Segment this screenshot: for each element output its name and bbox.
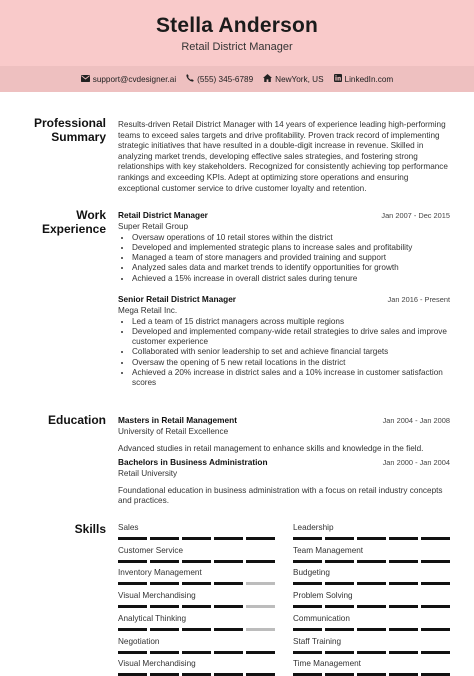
skill-level-segment	[214, 651, 243, 654]
skill-level-segment	[325, 605, 354, 608]
edu-dates: Jan 2004 - Jan 2008	[382, 416, 450, 425]
experience-item	[118, 294, 450, 389]
skill-item	[293, 568, 450, 585]
skill-level-segment	[357, 582, 386, 585]
job-bullet: • Achieved a 15% increase in overall district sales during tenure	[132, 274, 450, 284]
candidate-title: Retail District Manager	[181, 41, 293, 53]
skill-name: Negotiation	[118, 636, 160, 646]
skill-item	[118, 523, 275, 540]
job-bullet: • Managed a team of store managers and provided training and support	[132, 253, 450, 263]
skill-level-bar	[293, 651, 450, 654]
contact-email-text: support@cvdesigner.ai	[92, 74, 177, 84]
job-role: Retail District Manager	[118, 210, 208, 220]
linkedin-icon	[334, 74, 345, 84]
job-bullet: • Collaborated with senior leadership to set and achieve financial targets	[132, 347, 450, 357]
skill-name: Staff Training	[293, 636, 342, 646]
job-bullet: • Oversaw operations of 10 retail stores within the district	[132, 233, 450, 243]
skill-item	[293, 546, 450, 563]
contact-bar	[0, 66, 474, 92]
skill-name: Budgeting	[293, 568, 330, 578]
candidate-name: Stella Anderson	[155, 14, 319, 37]
resume-header	[0, 0, 474, 66]
skill-level-segment	[118, 582, 147, 585]
experience-item	[118, 210, 450, 284]
skill-level-segment	[357, 628, 386, 631]
skill-level-segment	[357, 560, 386, 563]
edu-school: Retail University	[118, 468, 178, 478]
skill-level-segment	[182, 560, 211, 563]
job-bullet: • Led a team of 15 district managers across multiple regions	[132, 317, 450, 327]
skill-level-segment	[150, 651, 179, 654]
contact-email[interactable]	[81, 75, 176, 84]
skill-item	[293, 659, 450, 676]
skill-level-segment	[118, 560, 147, 563]
summary-heading-line1: Professional	[33, 116, 106, 130]
contact-location-text: NewYork, US	[275, 74, 324, 84]
contact-location	[263, 74, 323, 84]
skill-level-segment	[325, 651, 354, 654]
skill-level-segment	[293, 537, 322, 540]
summary-text: Results-driven Retail District Manager with 14 years of experience leading high-performing teams to exceed sales targets and drive profitability. Proven track record of implementing strategic initiatives that have resulted in a double-digit increase in revenue. Skilled in analyzing market trends, developing effective sales strategies, and fostering strong relationships with key stakeholders. Recognized for consistently achieving top performance rankings and exceeding KPIs. Adept at optimizing store operations and ensuring exceptional customer service to drive customer loyalty and retention.	[118, 120, 448, 193]
job-role: Senior Retail District Manager	[118, 294, 237, 304]
skill-name: Visual Merchandising	[118, 659, 196, 669]
skill-level-segment	[246, 560, 275, 563]
edu-degree: Bachelors in Business Administration	[118, 457, 268, 467]
skill-level-segment	[421, 628, 450, 631]
skill-level-segment	[118, 651, 147, 654]
skill-item	[293, 523, 450, 540]
skill-level-segment	[246, 582, 275, 585]
skill-level-segment	[214, 537, 243, 540]
edu-description: Foundational education in business administration with a focus on retail industry concepts and practices.	[118, 485, 443, 506]
skill-level-segment	[357, 651, 386, 654]
home-icon	[263, 74, 275, 84]
skill-level-bar	[118, 605, 275, 608]
contact-linkedin-text: LinkedIn.com	[344, 74, 394, 84]
experience-heading	[42, 209, 106, 236]
skill-level-segment	[246, 537, 275, 540]
job-bullet: • Achieved a 20% increase in district sales and a 10% increase in customer satisfaction scores	[132, 368, 450, 389]
skill-level-segment	[118, 628, 147, 631]
edu-school: University of Retail Excellence	[118, 426, 229, 436]
skill-level-bar	[293, 605, 450, 608]
skill-level-segment	[421, 537, 450, 540]
skill-level-segment	[118, 605, 147, 608]
job-company: Mega Retail Inc.	[118, 305, 178, 315]
skill-level-segment	[421, 605, 450, 608]
skills-heading: Skills	[74, 522, 106, 536]
skill-level-segment	[214, 628, 243, 631]
skill-level-segment	[389, 628, 418, 631]
skill-item	[118, 546, 275, 563]
skill-item	[118, 614, 275, 631]
skill-name: Time Management	[293, 659, 361, 669]
skill-name: Customer Service	[118, 545, 184, 555]
skill-level-segment	[293, 605, 322, 608]
edu-description: Advanced studies in retail management to enhance skills and knowledge in the field.	[118, 443, 424, 453]
job-bullet: • Developed and implemented strategic plans to increase sales and profitability	[132, 243, 450, 253]
skill-level-segment	[325, 582, 354, 585]
job-bullets	[118, 233, 450, 284]
skill-level-segment	[293, 582, 322, 585]
skill-level-segment	[389, 651, 418, 654]
job-company: Super Retail Group	[118, 221, 189, 231]
job-bullet: • Developed and implemented company-wide retail strategies to drive sales and improve customer experience	[132, 327, 450, 348]
job-dates: Jan 2007 - Dec 2015	[381, 211, 450, 220]
skill-level-segment	[389, 605, 418, 608]
contact-phone[interactable]	[186, 74, 253, 84]
skill-level-bar	[293, 560, 450, 563]
skill-level-segment	[150, 605, 179, 608]
skill-level-segment	[357, 537, 386, 540]
edu-degree: Masters in Retail Management	[118, 415, 237, 425]
skill-name: Analytical Thinking	[118, 613, 187, 623]
skill-level-segment	[150, 628, 179, 631]
skill-level-segment	[357, 605, 386, 608]
summary-heading-line2: Summary	[51, 129, 106, 144]
skill-level-segment	[214, 605, 243, 608]
job-bullet: • Analyzed sales data and market trends to identify opportunities for growth	[132, 263, 450, 273]
skill-level-segment	[182, 605, 211, 608]
contact-linkedin[interactable]	[334, 74, 394, 84]
skill-item	[293, 637, 450, 654]
experience-heading-line2: Experience	[41, 221, 106, 236]
skill-level-bar	[293, 537, 450, 540]
skill-level-segment	[389, 537, 418, 540]
skill-name: Leadership	[293, 523, 334, 532]
job-bullet: • Oversaw the opening of 5 new retail locations in the district	[132, 358, 450, 368]
skill-level-segment	[118, 537, 147, 540]
skill-level-bar	[118, 628, 275, 631]
experience-heading-line1: Work	[76, 208, 106, 222]
skill-item	[118, 637, 275, 654]
skill-name: Visual Merchandising	[118, 591, 196, 601]
skill-name: Team Management	[293, 545, 364, 555]
skill-level-bar	[293, 582, 450, 585]
job-bullets	[118, 317, 450, 389]
skill-level-segment	[325, 537, 354, 540]
skill-level-segment	[246, 651, 275, 654]
skill-level-segment	[325, 560, 354, 563]
skill-item	[118, 568, 275, 585]
skill-level-bar	[118, 651, 275, 654]
skill-level-segment	[325, 628, 354, 631]
skill-level-segment	[389, 560, 418, 563]
phone-icon	[186, 74, 197, 84]
skill-level-segment	[421, 582, 450, 585]
skill-level-segment	[182, 628, 211, 631]
skill-level-bar	[118, 560, 275, 563]
skill-level-bar	[118, 582, 275, 585]
skill-level-segment	[150, 560, 179, 563]
skill-level-bar	[293, 628, 450, 631]
skill-name: Problem Solving	[293, 591, 353, 601]
skill-level-segment	[214, 582, 243, 585]
skill-level-bar	[118, 537, 275, 540]
skill-level-segment	[389, 582, 418, 585]
skill-level-segment	[293, 628, 322, 631]
education-item	[118, 415, 450, 454]
skill-name: Sales	[118, 523, 139, 532]
skill-level-segment	[150, 582, 179, 585]
summary-heading	[34, 117, 106, 144]
skill-level-segment	[150, 537, 179, 540]
envelope-icon	[81, 75, 93, 84]
skill-level-segment	[182, 651, 211, 654]
skill-name: Inventory Management	[118, 568, 202, 578]
skill-item	[293, 614, 450, 631]
education-item	[118, 457, 450, 507]
skill-item	[118, 591, 275, 608]
edu-dates: Jan 2000 - Jan 2004	[382, 458, 450, 467]
skill-level-segment	[246, 605, 275, 608]
skill-level-segment	[293, 651, 322, 654]
skill-level-segment	[182, 582, 211, 585]
skill-level-segment	[182, 537, 211, 540]
education-heading: Education	[47, 413, 106, 427]
skill-level-segment	[214, 560, 243, 563]
skill-level-segment	[293, 560, 322, 563]
contact-phone-text: (555) 345-6789	[197, 74, 254, 84]
skill-item	[293, 591, 450, 608]
skill-name: Communication	[293, 613, 350, 623]
job-dates: Jan 2016 - Present	[387, 295, 450, 304]
skill-level-segment	[246, 628, 275, 631]
skill-level-segment	[421, 651, 450, 654]
skill-level-segment	[421, 560, 450, 563]
skill-item	[118, 659, 275, 676]
